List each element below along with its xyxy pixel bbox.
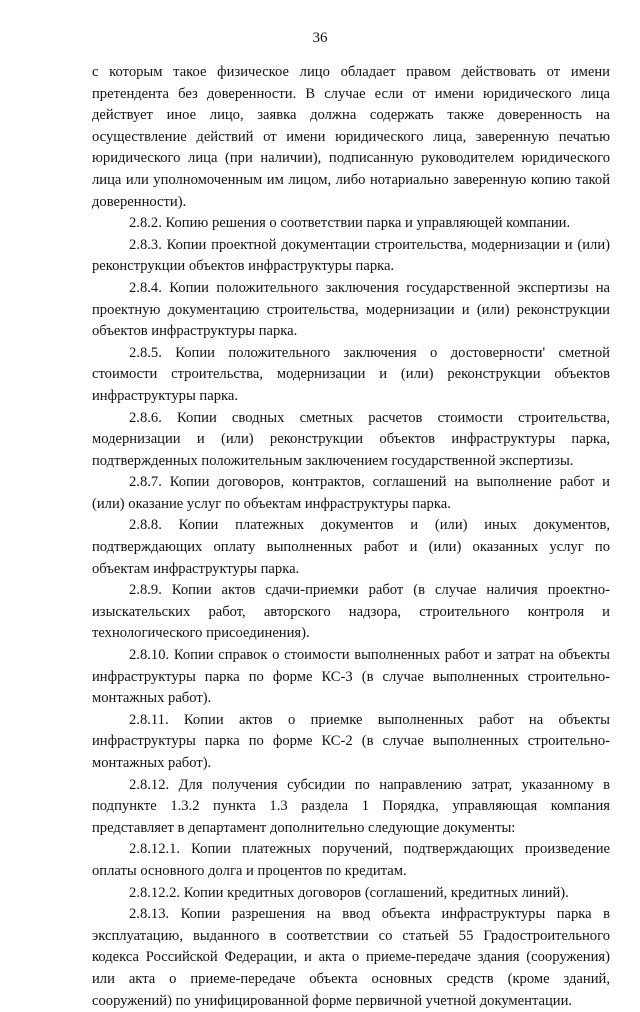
- paragraph-2-8-7: 2.8.7. Копии договоров, контрактов, соглашений на выполнение работ и (или) оказание услуг по объектам инфраструктуры парка.: [92, 474, 610, 512]
- paragraph-2-8-3: 2.8.3. Копии проектной документации строительства, модернизации и (или) реконструкции объектов инфраструктуры парка.: [92, 236, 610, 275]
- paragraph-2-8-12-2: 2.8.12.2. Копии кредитных договоров (соглашений, кредитных линий).: [129, 884, 569, 901]
- paragraph-2-8-8: 2.8.8. Копии платежных документов и (или) иных документов, подтверждающих оплату выполненных работ и (или) оказанных услуг по объектам инфраструктуры парка.: [92, 517, 610, 577]
- document-body: [92, 62, 610, 1012]
- paragraph-2-8-9: 2.8.9. Копии актов сдачи-приемки работ (в случае наличия проектно-изыскательских работ, авторского надзора, строительного контроля и технологического присоединения).: [92, 582, 610, 642]
- paragraph-2-8-11: 2.8.11. Копии актов о приемке выполненных работ на объекты инфраструктуры парка по форме КС-2 (в случае выполненных строительно-монтажных работ).: [92, 711, 610, 771]
- paragraph-2-8-2: 2.8.2. Копию решения о соответствии парка и управляющей компании.: [129, 215, 571, 232]
- paragraph-2-8-4: 2.8.4. Копии положительного заключения государственной экспертизы на проектную документацию строительства, модернизации и (или) реконструкции объектов инфраструктуры парка.: [92, 279, 610, 340]
- paragraph-2-8-6: 2.8.6. Копии сводных сметных расчетов стоимости строительства, модернизации и (или) реконструкции объектов инфраструктуры парка, подтвержденных положительным заключением государственной экспертизы.: [92, 409, 610, 469]
- paragraph-2-8-12-1: 2.8.12.1. Копии платежных поручений, подтверждающих произведение оплаты основного долга и процентов по кредитам.: [92, 841, 610, 879]
- page-number: 36: [312, 30, 328, 46]
- paragraph-2-8-5: 2.8.5. Копии положительного заключения о достоверности' сметной стоимости строительства, модернизации и (или) реконструкции объектов инфраструктуры парка.: [92, 344, 610, 404]
- paragraph-continuation: с которым такое физическое лицо обладает правом действовать от имени претендента без доверенности. В случае если от имени юридического лица действует иное лицо, заявка должна содержать также доверенность на осуществление действий от имени юридического лица, заверенную печатью юридического лица (при наличии), подписанную руководителем юридического лица или уполномоченным им лицом, либо нотариально заверенную копию такой доверенности).: [92, 64, 610, 210]
- paragraph-2-8-10: 2.8.10. Копии справок о стоимости выполненных работ и затрат на объекты инфраструктуры парка по форме КС-3 (в случае выполненных строительно-монтажных работ).: [92, 647, 610, 707]
- paragraph-2-8-13: 2.8.13. Копии разрешения на ввод объекта инфраструктуры парка в эксплуатацию, выданного в соответствии со статьей 55 Градостроительного кодекса Российской Федерации, и акта о приеме-передаче здания (сооружения) или акта о приеме-передаче объекта основных средств (кроме зданий, сооружений) по унифицированной форме первичной учетной документации.: [92, 906, 610, 1009]
- paragraph-2-8-12: 2.8.12. Для получения субсидии по направлению затрат, указанному в подпункте 1.3.2 пункта 1.3 раздела 1 Порядка, управляющая компания представляет в департамент дополнительно следующие документы:: [92, 776, 610, 836]
